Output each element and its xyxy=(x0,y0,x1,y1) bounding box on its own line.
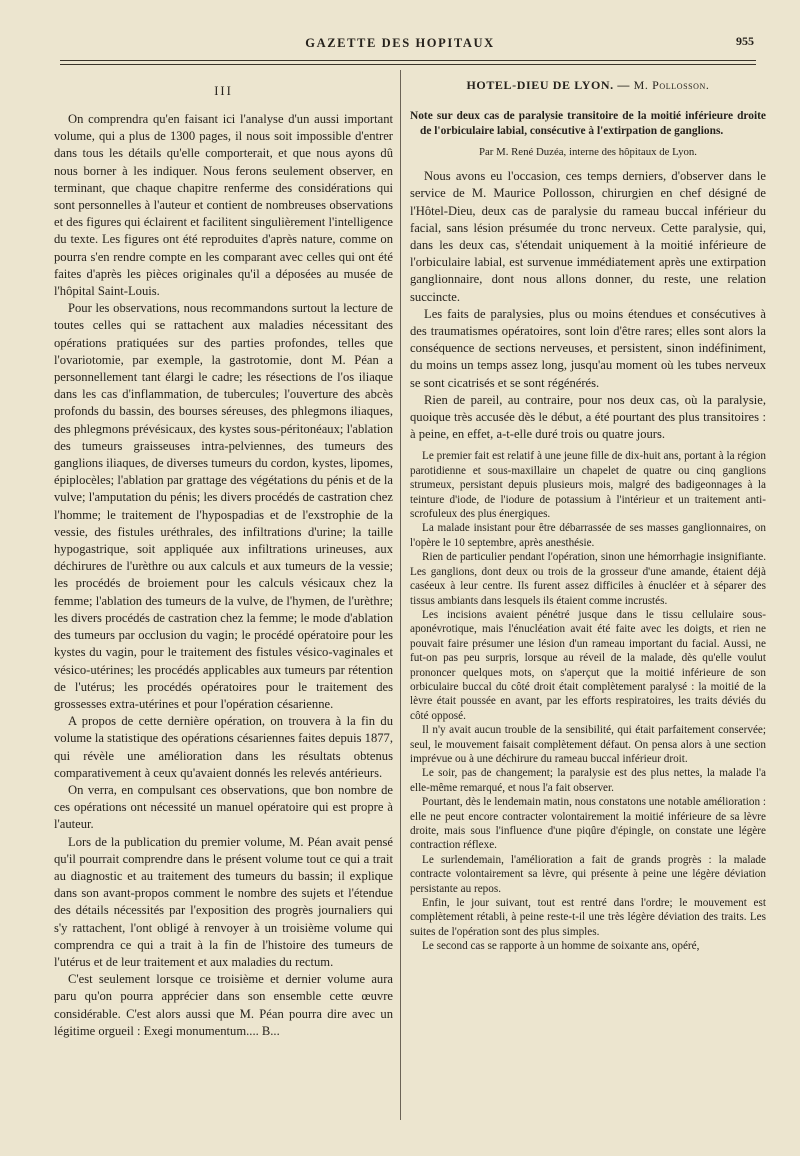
right-column xyxy=(410,78,766,954)
article-byline: Par M. René Duzéa, interne des hôpitaux de Lyon. xyxy=(479,146,697,159)
case-paragraph: Rien de particulier pendant l'opération, sinon une hémorrhagie insignifiante. Les ganglions, dont deux ou trois de la grosseur d'une amande, étaient déjà caséeux à leur centre. Ils furent assez difficiles à énucléer et à séparer des tissus ambiants dans lesquels ils étaient comme incrustés. xyxy=(410,551,766,607)
paragraph: A propos de cette dernière opération, on trouvera à la fin du volume la statistique des opérations césariennes faites depuis 1877, qui révèle une amélioration dans les résultats obtenus comparativement à ceux qu'avaient donnés les relevés antérieurs. xyxy=(54,714,393,780)
column-divider xyxy=(400,70,401,1120)
paragraph: Lors de la publication du premier volume, M. Péan avait pensé qu'il pourrait comprendre dans le présent volume tout ce qui a trait au diagnostic et au traitement des tumeurs du bassin; il explique dans son avant-propos comment le nombre des sujets et l'étendue des détails nécessités par l'exposition des progrès journaliers qui s'y rattachent, l'ont obligé à renvoyer à un troisième volume qui comprendra ce qui a trait à la fin de l'histoire des tumeurs de l'utérus et de leur traitement et aux maladies du rectum. xyxy=(54,834,393,969)
case-paragraph: Le soir, pas de changement; la paralysie est des plus nettes, la malade l'a elle-même remarqué, et nous l'a fait observer. xyxy=(410,767,766,794)
paragraph: Les faits de paralysies, plus ou moins étendues et consécutives à des traumatismes opératoires, sont loin d'être rares; elles sont alors la conséquence de sections nerveuses, et persistent, sinon indéfiniment, du moins un temps assez long, jusqu'au moment où les tubes nerveux se sont cicatrisés et se sont régénérés. xyxy=(410,306,766,390)
section-number: III xyxy=(214,84,233,98)
header-rule xyxy=(60,60,756,61)
hospital-author: M. Pollosson. xyxy=(633,78,710,92)
case-paragraph: Le second cas se rapporte à un homme de soixante ans, opéré, xyxy=(422,940,700,953)
paragraph: On comprendra qu'en faisant ici l'analyse d'un aussi important volume, qui a plus de 1300 pages, il nous soit impossible d'entrer dans tous les détails qu'elle comporterait, et que nous ayons dû nous borner à les indiquer. Nous ferons seulement observer, en terminant, que chaque chapitre renferme des considérations qui sont personnelles à l'auteur et contient de nombreuses observations et des figures qui éclairent et facilitent singulièrement l'intelligence du texte. Les figures ont été reproduites d'après nature, comme on pourra s'en rendre compte en les comparant avec celles qui ont été faites d'après les pièces originales qu'il a déposées au musée de l'hôpital Saint-Louis. xyxy=(54,112,393,299)
paragraph: C'est seulement lorsque ce troisième et dernier volume aura paru qu'on pourra apprécier dans son ensemble cette œuvre considérable. C'est alors aussi que M. Péan pourra dire avec un légitime orgueil : Exegi monumentum.... B... xyxy=(54,972,393,1038)
header-rule-thin xyxy=(60,64,756,65)
paragraph: Pour les observations, nous recommandons surtout la lecture de toutes celles qui se rattachent aux maladies nécessitant des opérations pratiquées sur des parties profondes, telles que l'ovariotomie, par exemple, la gastrotomie, dont M. Péan a personnellement tant élargi le cadre; les résections de l'os iliaque dans les cas d'inflammation, de tubercules; l'ouverture des abcès profonds du bassin, des bourses séreuses, des phlegmons iliaques, des phlegmons prévésicaux, des kystes sous-péritonéaux; l'ablation des tumeurs graisseuses intra-pelviennes, des tumeurs des ganglions iliaques, de diverses tumeurs du cordon, kystes, lipomes, épiplocèles; l'ablation par grattage des végétations du pénis et de la vulve; l'amputation du pénis; les divers procédés de castration chez l'homme; le traitement de l'hypospadias et de l'exstrophie de la vessie, des fistules uréthrales, des infiltrations d'urine; la taille hypogastrique, soit appliquée aux infiltrations urineuses, aux déchirures de l'urèthre ou aux calculs et aux tumeurs de la vessie; les procédés de broiement pour les calculs vésicaux chez la femme; l'ablation des tumeurs de la vulve, de l'hymen, de l'urèthre; les divers procédés de castration chez la femme; le mode d'ablation des tumeurs par occlusion du vagin; le procédé opératoire pour les kystes du vagin, pour le traitement des fistules vésico-vaginales et vésico-utérines; les procédés applicables aux tumeurs par rétention de l'utérus; les procédés opératoires pour le traitement des grossesses extra-utérines et pour l'opération césarienne. xyxy=(54,301,393,711)
running-header: GAZETTE DES HOPITAUX xyxy=(305,36,495,50)
case-paragraph: La malade insistant pour être débarrassée de ses masses ganglionnaires, on l'opère le 10 septembre, après anesthésie. xyxy=(410,522,766,549)
page-number: 955 xyxy=(736,34,754,48)
case-paragraph: Il n'y avait aucun trouble de la sensibilité, qui était parfaitement conservée; seul, le mouvement faisait complètement défaut. On pensa alors à une section imprévue ou à une déchirure du rameau buccal inférieur droit. xyxy=(410,724,766,765)
paragraph: Rien de pareil, au contraire, pour nos deux cas, où la paralysie, quoique très accusée dès le début, a été pourtant des plus transitoires : à peine, en effet, a-t-elle duré trois ou quatre jours. xyxy=(410,392,766,442)
case-paragraph: Le surlendemain, l'amélioration a fait de grands progrès : la malade contracte volontairement sa lèvre, qui présente à peine une légère déviation persistante au repos. xyxy=(410,853,766,895)
article-title: Note sur deux cas de paralysie transitoire de la moitié inférieure droite de l'orbiculaire labial, consécutive à l'extirpation de ganglions. xyxy=(410,110,766,137)
case-paragraph: Enfin, le jour suivant, tout est rentré dans l'ordre; le mouvement est complètement rétabli, à peine reste-t-il une très légère déviation des traits. Les suites de l'opération sont des plus simples. xyxy=(410,897,766,938)
paragraph: Nous avons eu l'occasion, ces temps derniers, d'observer dans le service de M. Maurice Pollosson, chirurgien en chef désigné de l'Hôtel-Dieu, deux cas de paralysie du rameau buccal inférieur du facial, sans lésion présumée du tronc nerveux. Cette paralysie, qui, dans les deux cas, s'étendait uniquement à la moitié inférieure de l'orbiculaire labial, est survenue immédiatement après une extirpation ganglionnaire, dont nous allons donner, du reste, une relation succincte. xyxy=(410,169,766,304)
paragraph: On verra, en compulsant ces observations, que bon nombre de ces opérations ont nécessité un manuel opératoire qui est propre à l'auteur. xyxy=(54,782,393,832)
hospital-name: HOTEL-DIEU DE LYON. — xyxy=(466,78,630,92)
case-paragraph: Les incisions avaient pénétré jusque dans le tissu cellulaire sous-aponévrotique, mais l'énucléation avait été faite avec les doigts, et rien ne pouvait faire présumer une lésion d'un rameau important du facial. Aussi, ne fut-on pas peu surpris, lorsque au réveil de la malade, dès qu'elle voulut prononcer quelques mots, on s'aperçut que la moitié inférieure de son orbiculaire buccal du côté droit était complètement paralysé : la moitié de la lèvre était poussée en avant, par les efforts respiratoires, les traits déviés du côté opposé. xyxy=(410,608,766,722)
left-column xyxy=(54,78,393,1040)
case-paragraph: Pourtant, dès le lendemain matin, nous constatons une notable amélioration : elle ne peut encore contracter volontairement la moitié inférieure de sa lèvre droite, mais sous l'influence d'une piqûre d'épingle, on constate une légère contraction réflexe. xyxy=(410,796,766,852)
hospital-heading xyxy=(410,78,766,93)
case-paragraph: Le premier fait est relatif à une jeune fille de dix-huit ans, portant à la région parotidienne et sous-maxillaire un chapelet de quatre ou cinq ganglions strumeux, persistant depuis plusieurs mois, malgré des badigeonnages à la teinture d'iode, de l'iodure de potassium à l'intérieur et un traitement anti-scrofuleux des plus énergiques. xyxy=(410,450,766,521)
